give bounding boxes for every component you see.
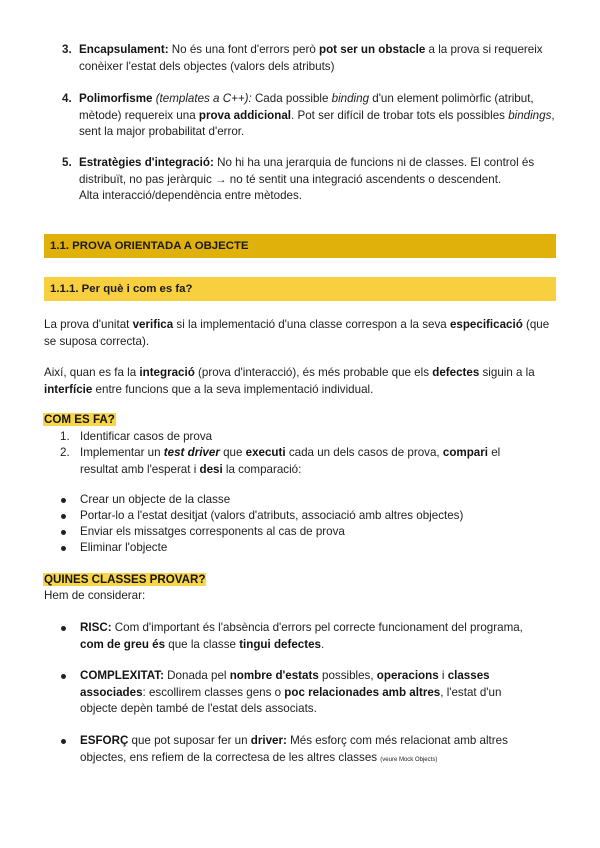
step-text: Implementar un test driver que executi cada un dels casos de prova, compari el resultat amb l'esperat i desi la comparació: xyxy=(80,446,501,476)
paragraph-unit-test: La prova d'unitat verifica si la implementació d'una classe correspon a la seva especificació (que se suposa correcta). xyxy=(44,318,550,348)
item-number: 3. xyxy=(62,43,72,56)
item-text: Polimorfisme (templates a C++): Cada possible binding d'un element polimòrfic (atribut, mètode) requereix una prova addicional. Pot ser difícil de trobar tots els possibles bindings, sent la major probabilitat d'error. xyxy=(79,92,555,138)
section-heading: 1.1. PROVA ORIENTADA A OBJECTE xyxy=(44,234,556,258)
step-number: 1. xyxy=(60,430,70,443)
mock-objects-note: (veure Mock Objects) xyxy=(380,756,438,763)
item-title: Estratègies d'integració: xyxy=(79,156,214,169)
item-number: 5. xyxy=(62,156,72,169)
subsection-heading: 1.1.1. Per què i com es fa? xyxy=(44,277,556,301)
bullet-dot xyxy=(61,739,66,744)
item-title: Polimorfisme xyxy=(79,92,153,105)
bullet-dot xyxy=(61,498,66,503)
bullet-dot xyxy=(61,514,66,519)
item-number: 4. xyxy=(62,92,72,105)
bullet-dot xyxy=(61,530,66,535)
step-number: 2. xyxy=(60,446,70,459)
hem-de-considerar: Hem de considerar: xyxy=(44,589,146,602)
paragraph-integration: Així, quan es fa la integració (prova d'interacció), és més probable que els defectes siguin a la interfície entre funcions que a la seva implementació individual. xyxy=(44,366,535,396)
highlight-heading-com-es-fa: COM ES FA? xyxy=(44,413,115,426)
highlight-heading-quines-classes: QUINES CLASSES PROVAR? xyxy=(44,573,206,586)
bullet-dot xyxy=(61,546,66,551)
bullet-dot xyxy=(61,674,66,679)
item-text: Estratègies d'integració: No hi ha una jerarquia de funcions ni de classes. El control és distribuït, no pas jeràrquic → no té sentit una integració ascendents o descendent. Alta interacció/dependència entre mètodes. xyxy=(79,156,535,202)
bullet-dot xyxy=(61,626,66,631)
item-text: Encapsulament: No és una font d'errors però pot ser un obstacle a la prova si requereix conèixer l'estat dels objectes (valors dels atributs) xyxy=(79,43,543,73)
step-text: Identificar casos de prova xyxy=(80,430,213,443)
item-title: Encapsulament: xyxy=(79,43,169,56)
